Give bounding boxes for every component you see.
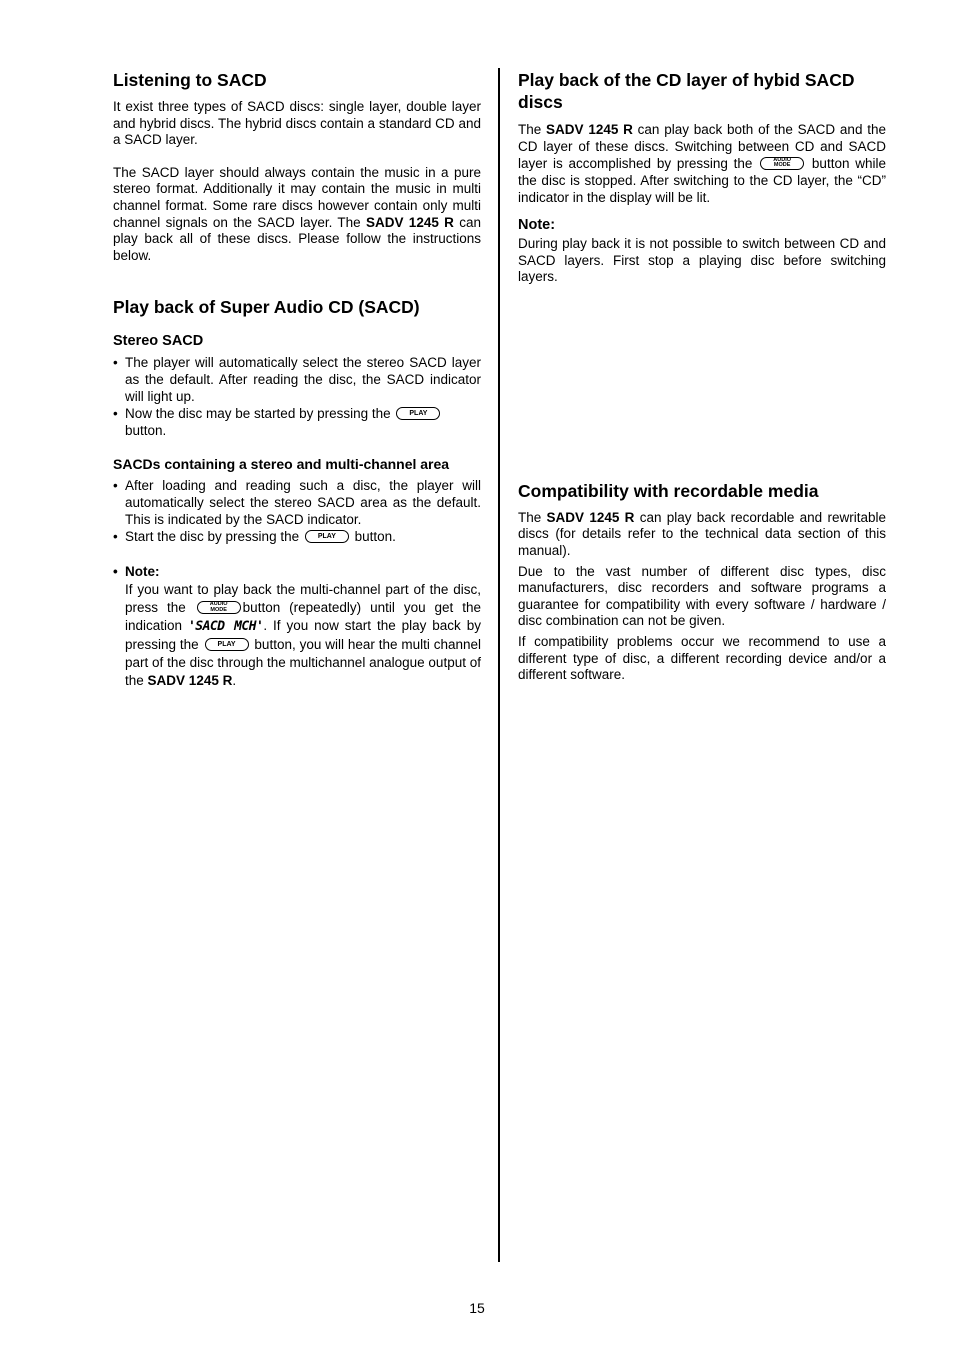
play-button-icon: PLAY (205, 638, 249, 651)
note-text: If you want to play back the multi-channel part of the disc, press the AUDIO MODE button (repeatedly) until you get the indication 'SACD MCH'. If you now start the play back by pressing the PLAY button, you will hear the multi channel part of the disc through the multichannel analogue output of the SADV 1245 R. (125, 582, 481, 689)
note-label: Note: (518, 217, 556, 233)
heading-playback-sacd: Play back of Super Audio CD (SACD) (113, 297, 420, 318)
play-button-icon: PLAY (305, 530, 349, 543)
note-list (113, 564, 481, 581)
model-name: SADV 1245 R (546, 122, 633, 137)
subheading-stereo-sacd: Stereo SACD (113, 333, 204, 350)
audio-mode-button-icon: AUDIO MODE (197, 601, 241, 614)
column-divider (498, 68, 500, 1262)
paragraph: It exist three types of SACD discs: single layer, double layer and hybrid discs. The hybrid discs contain a standard CD and a SACD layer. (113, 99, 481, 148)
heading-cd-layer-hybrid: Play back of the CD layer of hybid SACD discs (518, 70, 855, 112)
list-item: • The player will automatically select the stereo SACD layer as the default. After reading the disc, the SACD indicator will light up. (113, 355, 481, 405)
model-name: SADV 1245 R (546, 509, 635, 525)
heading-compatibility: Compatibility with recordable media (518, 480, 819, 501)
subheading-multichannel: SACDs containing a stereo and multi-channel area (113, 456, 450, 473)
model-name: SADV 1245 R (366, 214, 454, 230)
paragraph: The SADV 1245 R can play back both of the SACD and the CD layer of these discs. Switching between CD and SACD layer is accomplished by pressing the AUDIO MODE button while the disc is stopped. After switching to the CD layer, the “CD” indicator in the display will be lit. (518, 122, 886, 205)
paragraph: The SADV 1245 R can play back recordable and rewritable discs (for details refer to the technical data section of this manual). (518, 509, 886, 558)
audio-mode-button-icon: AUDIO MODE (760, 157, 804, 170)
paragraph: If compatibility problems occur we recommend to use a different type of disc, a different recording device and/or a different software. (518, 633, 886, 683)
paragraph: Due to the vast number of different disc types, disc manufacturers, disc recorders and software programs a guarantee for compatibility with every software / hardware / disc combination can not be given. (518, 563, 886, 629)
paragraph: The SACD layer should always contain the music in a pure stereo format. Additionally it may contain the music in multi channel format. Some rare discs however contain only multi channel signals on the SACD layer. The SADV 1245 R can play back all of these discs. Please follow the instructions below. (113, 164, 481, 263)
list-item: • After loading and reading such a disc, the player will automatically select the stereo SACD area as the default. This is indicated by the SACD indicator. (113, 478, 481, 528)
right-column (518, 62, 886, 684)
list-item: • Now the disc may be started by pressing the PLAY button. (113, 406, 481, 439)
left-column (113, 62, 481, 690)
model-name: SADV 1245 R (147, 673, 233, 689)
play-button-icon: PLAY (396, 407, 440, 420)
note-item (113, 564, 481, 581)
heading-listening-to-sacd: Listening to SACD (113, 70, 267, 90)
note-text: During play back it is not possible to switch between CD and SACD layers. First stop a playing disc before switching layers. (518, 236, 886, 285)
page-number: 15 (469, 1300, 485, 1316)
list-item: • Start the disc by pressing the PLAY button. (113, 529, 481, 546)
lcd-indication: 'SACD MCH' (187, 619, 264, 635)
multichannel-list (113, 478, 481, 545)
note-label: Note: (125, 563, 160, 579)
stereo-list (113, 355, 481, 439)
